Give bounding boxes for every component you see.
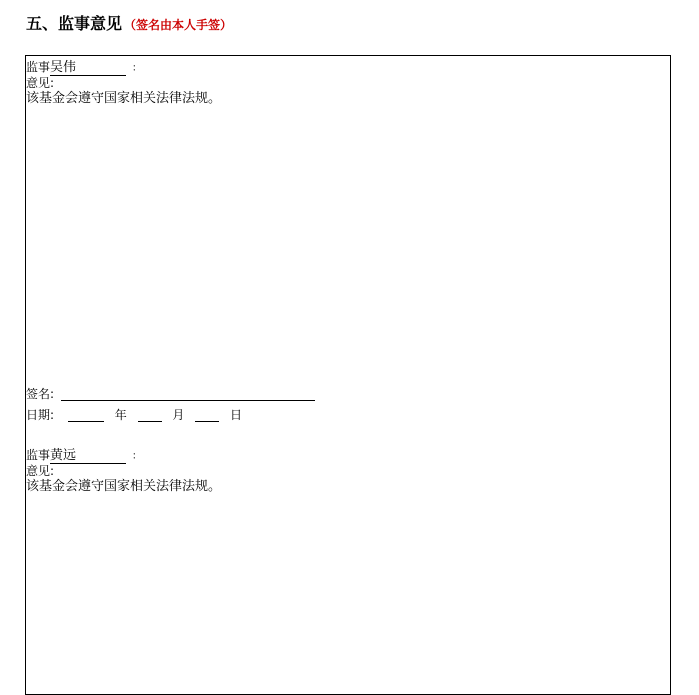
signature-line — [61, 387, 315, 401]
opinion-text: 该基金会遵守国家相关法律法规。 — [26, 91, 222, 106]
signature-row — [26, 387, 315, 401]
date-label: 日期: — [26, 408, 55, 422]
opinion-text: 该基金会遵守国家相关法律法规。 — [26, 479, 222, 494]
year-label: 年 — [114, 408, 127, 422]
day-blank — [195, 409, 219, 422]
signature-label: 签名: — [26, 387, 55, 401]
signature-note: （签名由本人手签） — [124, 18, 233, 32]
section-heading: 五、监事意见 — [26, 14, 123, 33]
section-title — [26, 11, 232, 34]
supervisor-name: 黄远 — [50, 449, 126, 464]
month-blank — [138, 409, 162, 422]
name-colon: ： — [132, 63, 143, 74]
supervisor-prefix: 监事 — [26, 60, 51, 74]
date-row — [26, 408, 249, 422]
month-label: 月 — [172, 408, 185, 422]
opinion-label: 意见: — [26, 464, 55, 478]
supervisor-header — [26, 60, 142, 76]
supervisor-header — [26, 448, 142, 464]
supervisor-opinion-box — [25, 55, 671, 695]
opinion-label: 意见: — [26, 76, 55, 90]
supervisor-prefix: 监事 — [26, 448, 51, 462]
name-colon: ： — [132, 451, 143, 462]
year-blank — [68, 409, 104, 422]
day-label: 日 — [230, 408, 243, 422]
supervisor-name: 吴伟 — [50, 61, 126, 76]
